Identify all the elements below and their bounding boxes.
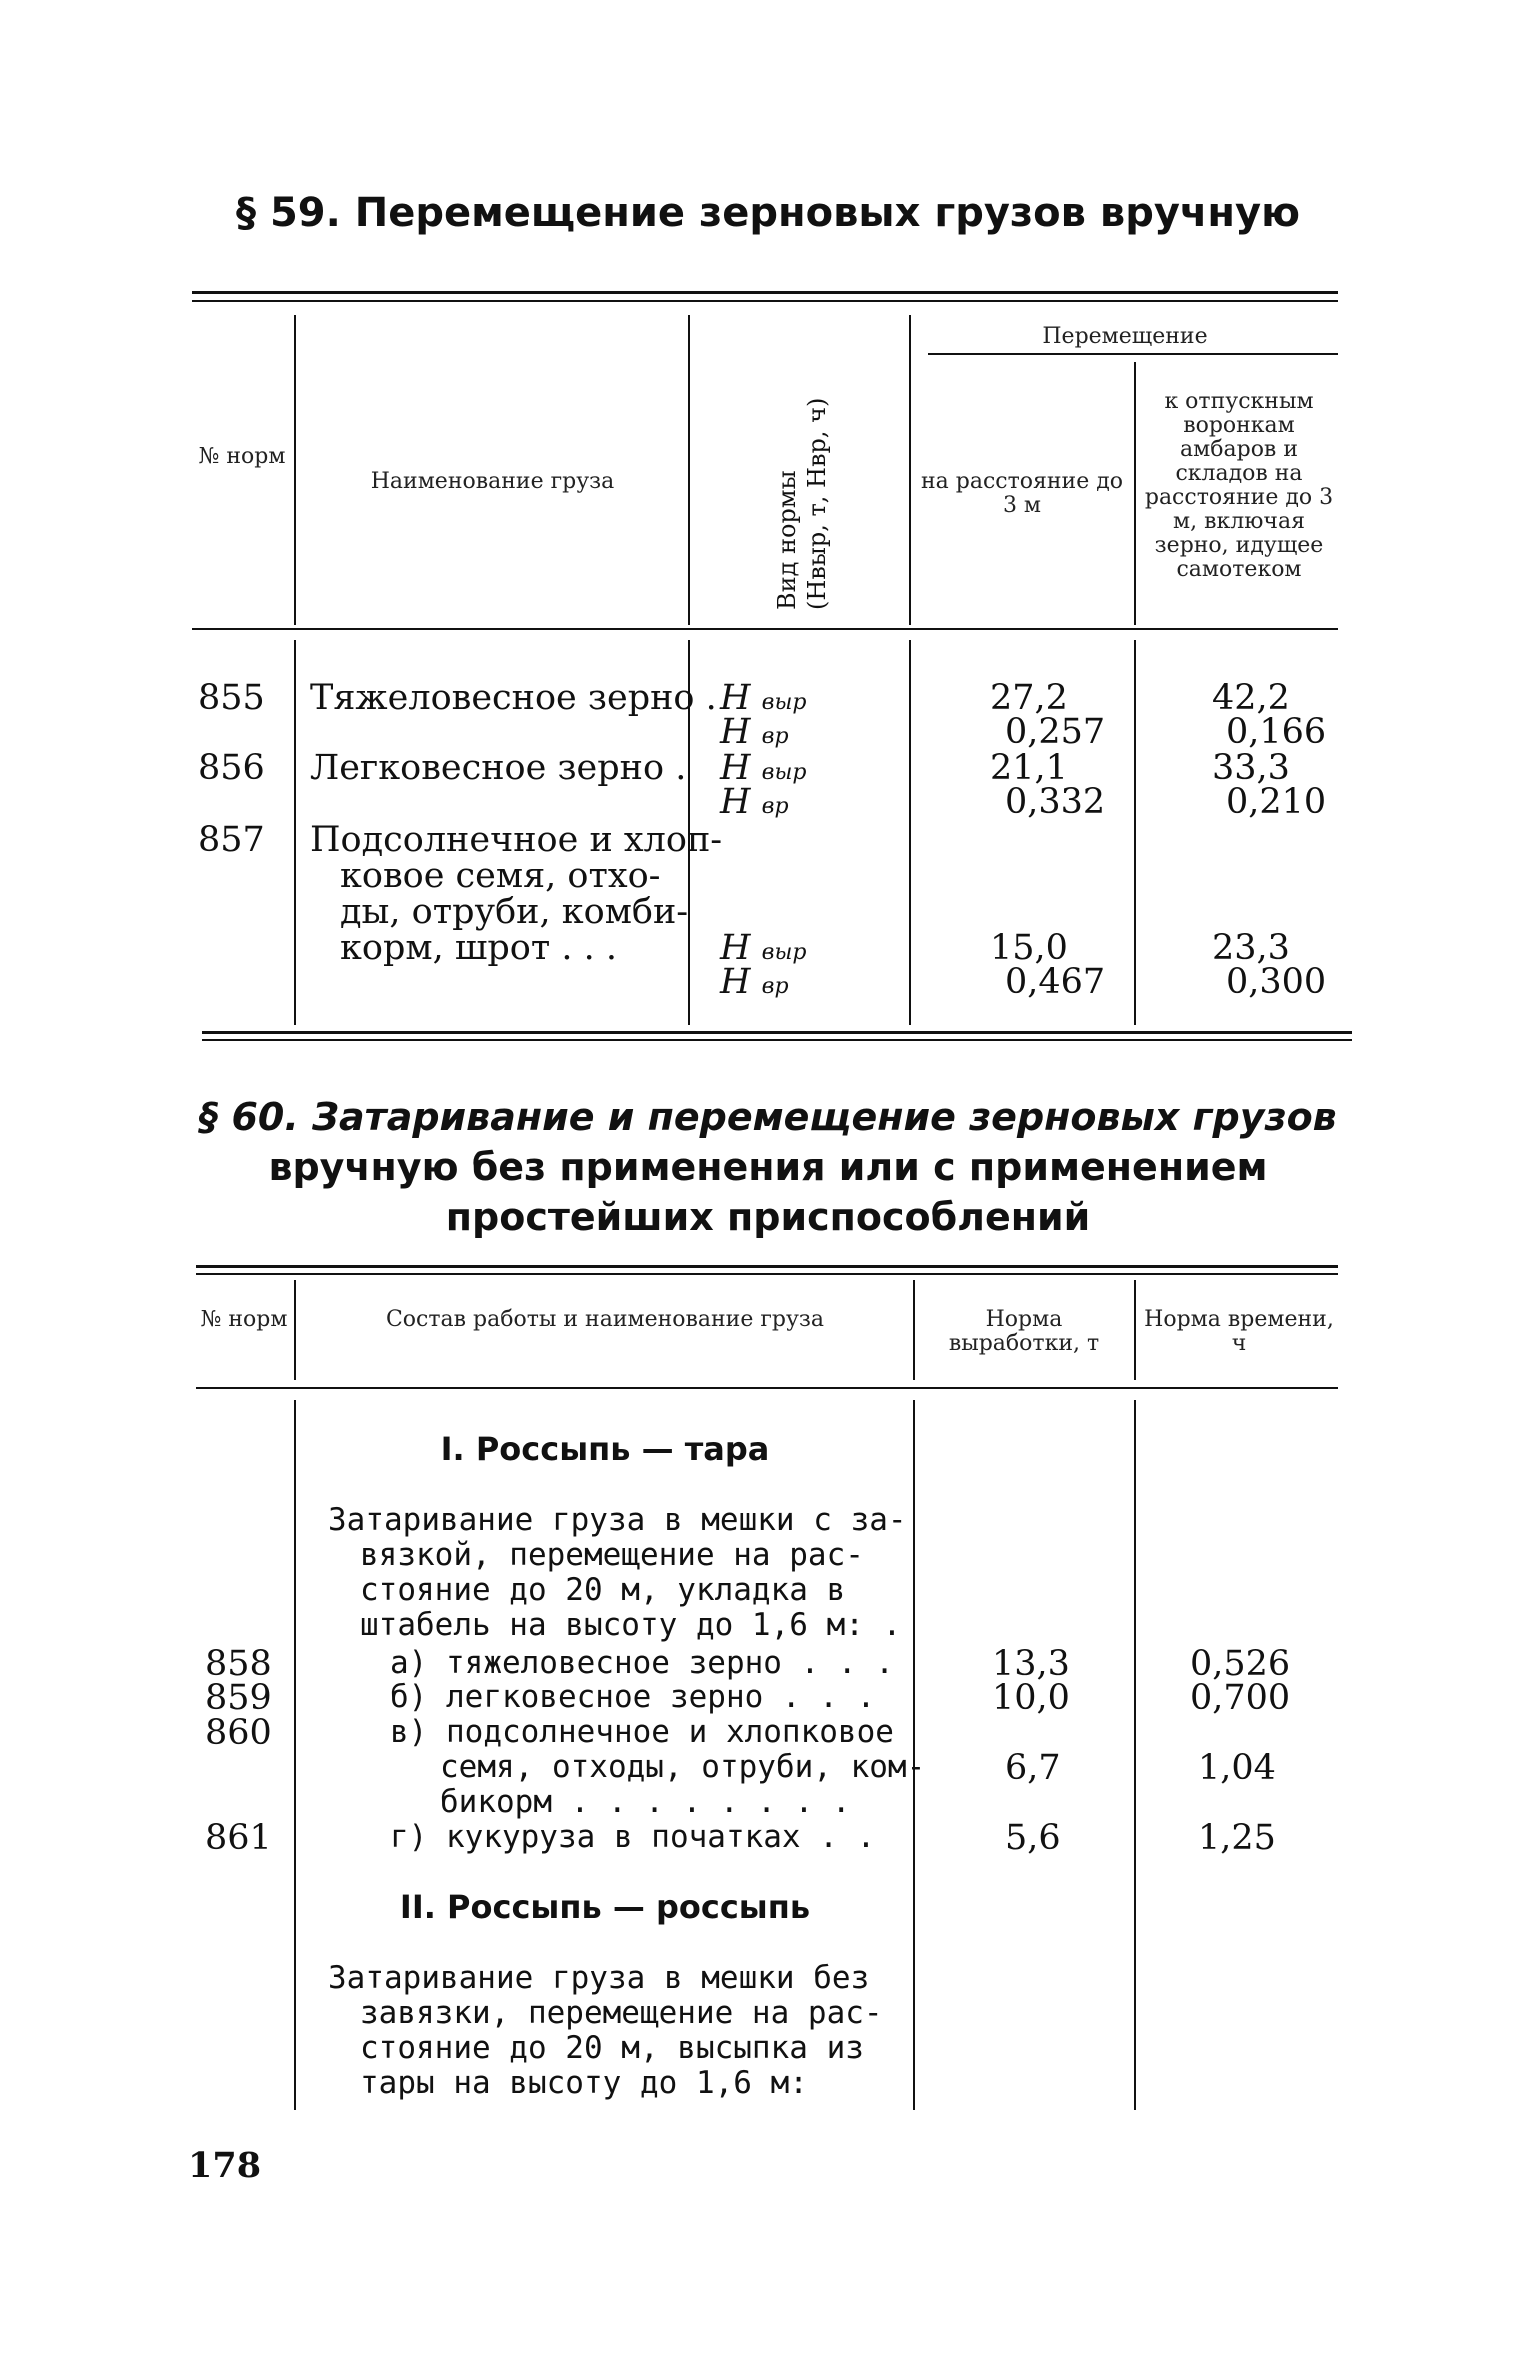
time-value: 1,25 [1198, 1818, 1276, 1858]
vline [1134, 1400, 1136, 2110]
intro-2-line: завязки, перемещение на рас- [360, 1995, 883, 2031]
norm-number: 857 [198, 820, 265, 860]
value-funnels: 42,2 [1212, 678, 1290, 718]
item-text: в) подсолнечное и хлопковое [390, 1714, 894, 1750]
norm-type: H вр [720, 962, 789, 1002]
vline [294, 315, 296, 625]
norm-number: 859 [205, 1678, 272, 1718]
vline [294, 1280, 296, 1380]
norm-number: 856 [198, 748, 265, 788]
vline [294, 640, 296, 1025]
page-number: 178 [188, 2145, 262, 2186]
section-59-title: § 59. Перемещение зерновых грузов вручную [236, 190, 1300, 236]
intro-2-line: стояние до 20 м, высыпка из [360, 2030, 864, 2066]
value-funnels: 33,3 [1212, 748, 1290, 788]
time-value: 0,700 [1190, 1678, 1291, 1718]
production-value: 13,3 [992, 1644, 1070, 1684]
intro-1-line: вязкой, перемещение на рас- [360, 1537, 864, 1573]
section-60-title-line2: вручную без применения или с применением [268, 1145, 1268, 1189]
item-text: б) легковесное зерно . . . [390, 1679, 876, 1715]
vline [1134, 362, 1136, 625]
value-funnels: 23,3 [1212, 928, 1290, 968]
rule [192, 291, 1338, 294]
vline [294, 1400, 296, 2110]
norm-type: H выр [720, 748, 807, 788]
norm-number: 855 [198, 678, 265, 718]
norm-type: H выр [720, 928, 807, 968]
section-2-heading: II. Россыпь — россыпь [399, 1888, 811, 1926]
intro-1-line: штабель на высоту до 1,6 м: . [360, 1607, 902, 1643]
cargo-name: Подсолнечное и хлоп- [310, 820, 723, 860]
header-norm-type: Вид нормы (Hвыр, т, Hвр, ч) [773, 397, 831, 610]
section-1-heading: I. Россыпь — тара [440, 1430, 770, 1468]
norm-type: H вр [720, 782, 789, 822]
cargo-name: корм, шрот . . . [340, 928, 617, 968]
header-num: № норм [200, 1307, 288, 1332]
section-60-title-line3: простейших приспособлений [445, 1195, 1091, 1239]
header-dist3: на расстояние до 3 м [920, 469, 1124, 518]
time-value: 0,526 [1190, 1644, 1291, 1684]
rule [196, 1265, 1338, 1268]
production-value: 5,6 [1005, 1818, 1061, 1858]
value-funnels: 0,300 [1226, 962, 1327, 1002]
rule [928, 353, 1338, 355]
header-time: Норма времени, ч [1144, 1307, 1334, 1356]
vline [688, 315, 690, 625]
header-production: Норма выработки, т [948, 1307, 1100, 1356]
vline [909, 640, 911, 1025]
rule [196, 1273, 1338, 1275]
header-funnels: к отпускным воронкам амбаров и складов на расстояние до 3 м, включая зерно, идущее самотеком [1144, 389, 1334, 582]
value-dist3: 0,467 [1005, 962, 1106, 1002]
rule [192, 300, 1338, 302]
vline [909, 315, 911, 625]
intro-1-line: стояние до 20 м, укладка в [360, 1572, 846, 1608]
cargo-name: Легковесное зерно . [310, 748, 687, 788]
item-text: г) кукуруза в початках . . [390, 1819, 876, 1855]
vline [1134, 1280, 1136, 1380]
rule [196, 1387, 1338, 1389]
item-text: бикорм . . . . . . . . [440, 1784, 851, 1820]
rule [192, 628, 1338, 630]
norm-type: H вр [720, 712, 789, 752]
intro-2-line: тары на высоту до 1,6 м: [360, 2065, 808, 2101]
value-dist3: 27,2 [990, 678, 1068, 718]
norm-number: 861 [205, 1818, 272, 1858]
cargo-name: Тяжеловесное зерно . [310, 678, 717, 718]
section-60-title-line1: § 60. Затаривание и перемещение зерновых грузов [199, 1095, 1337, 1139]
cargo-name: ковое семя, отхо- [340, 856, 661, 896]
item-text: а) тяжеловесное зерно . . . [390, 1645, 894, 1681]
value-dist3: 0,257 [1005, 712, 1106, 752]
time-value: 1,04 [1198, 1748, 1276, 1788]
production-value: 10,0 [992, 1678, 1070, 1718]
norm-number: 860 [205, 1713, 272, 1753]
production-value: 6,7 [1005, 1748, 1061, 1788]
value-dist3: 15,0 [990, 928, 1068, 968]
header-num: № норм [198, 444, 286, 469]
header-name: Наименование груза [370, 469, 615, 494]
value-funnels: 0,166 [1226, 712, 1327, 752]
rule [202, 1039, 1352, 1041]
header-moving: Перемещение [1042, 324, 1208, 349]
norm-type: H выр [720, 678, 807, 718]
value-dist3: 21,1 [990, 748, 1068, 788]
norm-number: 858 [205, 1644, 272, 1684]
cargo-name: ды, отруби, комби- [340, 892, 689, 932]
vline [913, 1280, 915, 1380]
item-text: семя, отходы, отруби, ком- [440, 1749, 926, 1785]
intro-1-line: Затаривание груза в мешки с за- [328, 1502, 907, 1538]
value-funnels: 0,210 [1226, 782, 1327, 822]
intro-2-line: Затаривание груза в мешки без [328, 1960, 870, 1996]
value-dist3: 0,332 [1005, 782, 1106, 822]
rule [202, 1031, 1352, 1034]
vline [1134, 640, 1136, 1025]
header-composition: Состав работы и наименование груза [385, 1307, 825, 1332]
